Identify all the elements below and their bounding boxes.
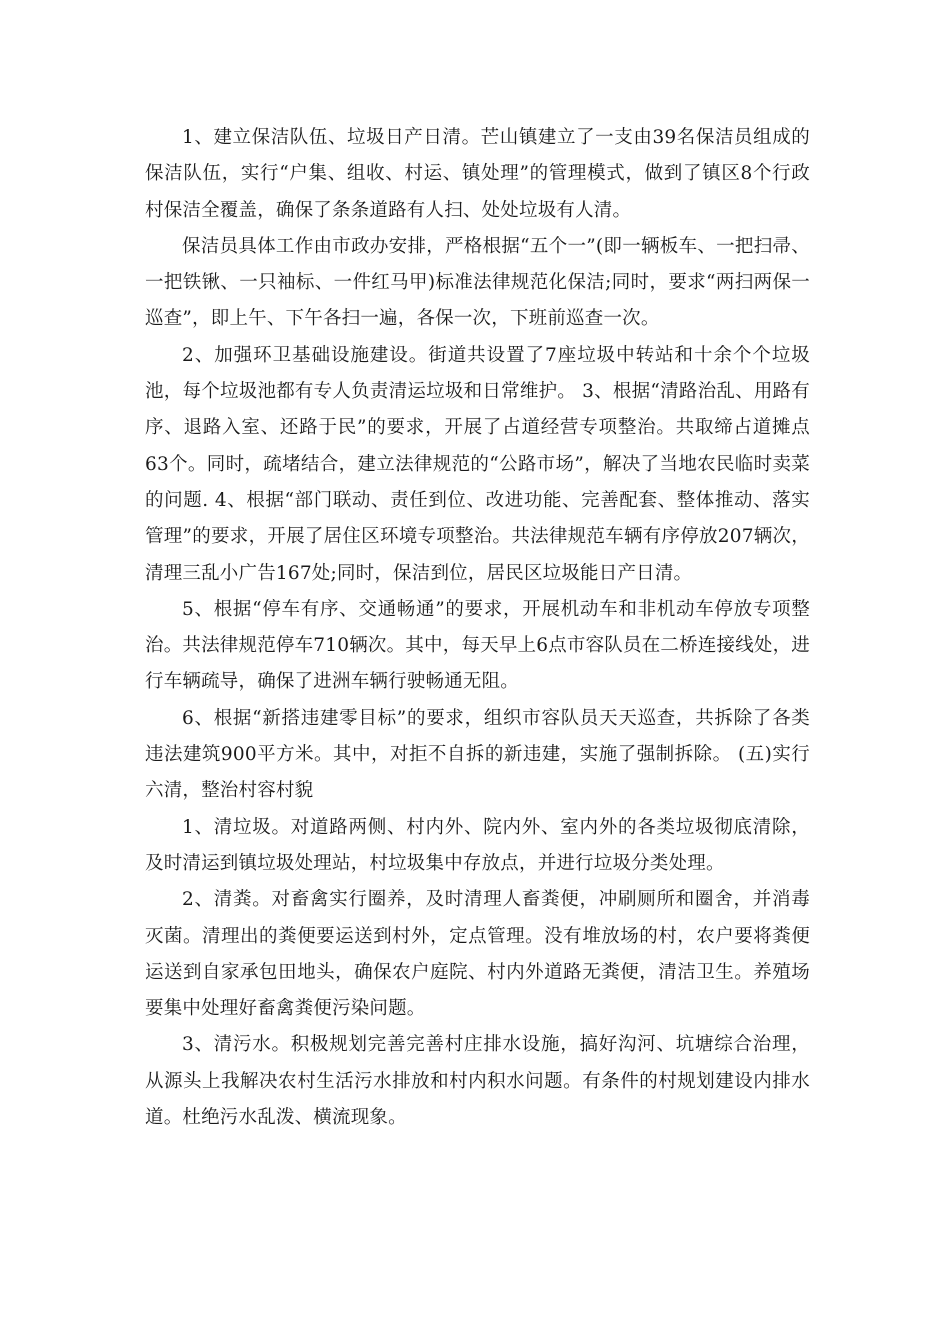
paragraph: 1、建立保洁队伍、垃圾日产日清。芒山镇建立了一支由39名保洁员组成的保洁队伍，实行“户集、组收、村运、镇处理”的管理模式，做到了镇区8个行政村保洁全覆盖，确保了条条道路有人扫、处处垃圾有人清。 xyxy=(145,127,810,221)
paragraph: 2、清粪。对畜禽实行圈养，及时清理人畜粪便，冲刷厕所和圈舍，并消毒灭菌。清理出的粪便要运送到村外，定点管理。没有堆放场的村，农户要将粪便运送到自家承包田地头，确保农户庭院、村内外道路无粪便，清洁卫生。养殖场要集中处理好畜禽粪便污染问题。 xyxy=(145,889,810,1020)
document-body xyxy=(145,120,810,1136)
paragraph: 保洁员具体工作由市政办安排，严格根据“五个一”(即一辆板车、一把扫帚、一把铁锹、一只袖标、一件红马甲)标准法律规范化保洁;同时，要求“两扫两保一巡查”，即上午、下午各扫一遍，各保一次，下班前巡查一次。 xyxy=(145,235,810,330)
paragraph: 3、清污水。积极规划完善完善村庄排水设施，搞好沟河、坑塘综合治理，从源头上我解决农村生活污水排放和村内积水问题。有条件的村规划建设内排水道。杜绝污水乱泼、横流现象。 xyxy=(145,1034,810,1129)
paragraph: 2、加强环卫基础设施建设。街道共设置了7座垃圾中转站和十余个个垃圾池，每个垃圾池都有专人负责清运垃圾和日常维护。 3、根据“清路治乱、用路有序、退路入室、还路于民”的要求，开展了占道经营专项整治。共取缔占道摊点63个。同时，疏堵结合，建立法律规范的“公路市场”，解决了当地农民临时卖菜的问题. 4、根据“部门联动、责任到位、改进功能、完善配套、整体推动、落实管理”的要求，开展了居住区环境专项整治。共法律规范车辆有序停放207辆次，清理三乱小广告167处;同时，保洁到位，居民区垃圾能日产日清。 xyxy=(145,344,810,584)
paragraph: 1、清垃圾。对道路两侧、村内外、院内外、室内外的各类垃圾彻底清除，及时清运到镇垃圾处理站，村垃圾集中存放点，并进行垃圾分类处理。 xyxy=(145,816,810,874)
paragraph: 5、根据“停车有序、交通畅通”的要求，开展机动车和非机动车停放专项整治。共法律规范停车710辆次。其中，每天早上6点市容队员在二桥连接线处，进行车辆疏导，确保了进洲车辆行驶畅通无阻。 xyxy=(145,598,810,693)
paragraph: 6、根据“新搭违建零目标”的要求，组织市容队员天天巡查，共拆除了各类违法建筑900平方米。其中，对拒不自拆的新违建，实施了强制拆除。 (五)实行六清，整治村容村貌 xyxy=(145,707,810,802)
